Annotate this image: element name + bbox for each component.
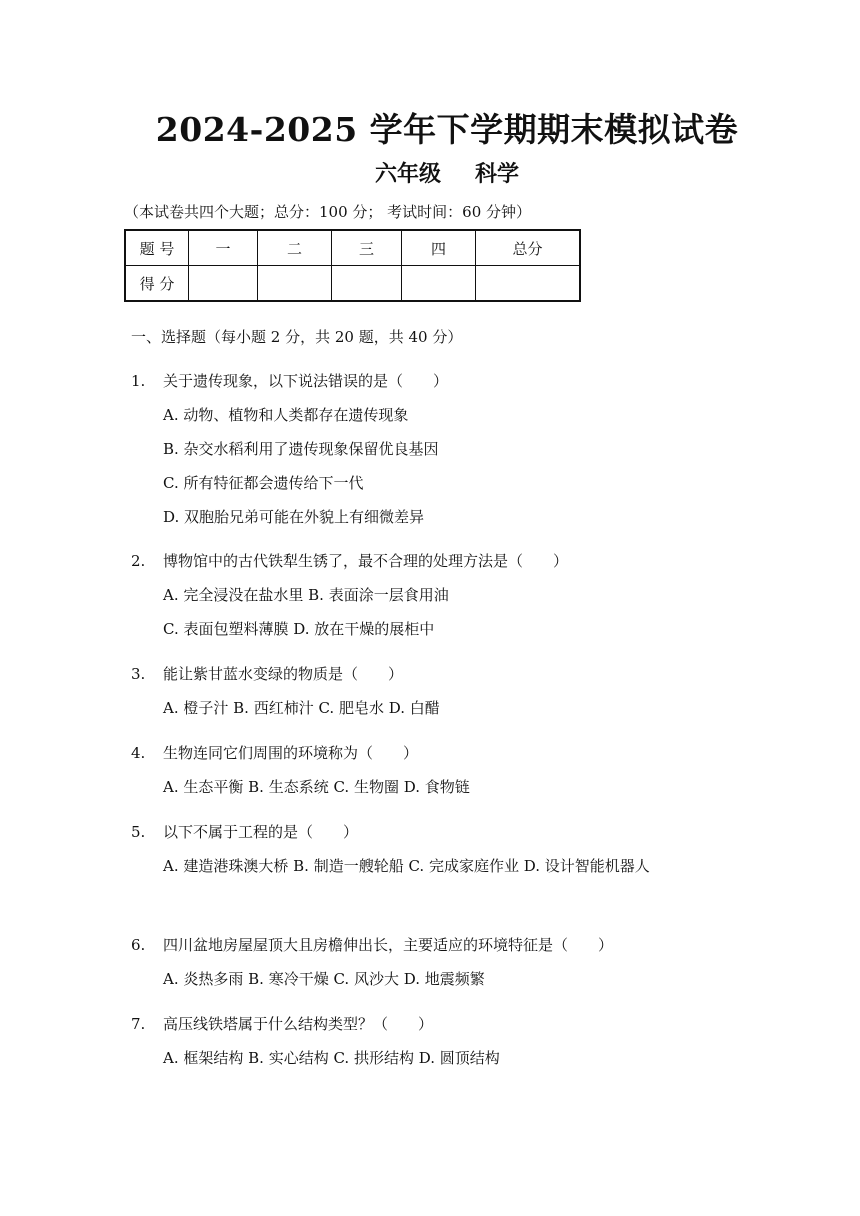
score-table-cell: 二 xyxy=(258,230,332,266)
option: A. 炎热多雨 B. 寒冷干燥 C. 风沙大 D. 地震频繁 xyxy=(163,970,485,988)
score-input-cell[interactable] xyxy=(402,266,476,302)
score-table xyxy=(124,229,581,302)
option: B. 杂交水稻利用了遗传现象保留优良基因 xyxy=(163,440,439,458)
question-stem: 关于遗传现象，以下说法错误的是（ ） xyxy=(163,372,449,390)
question-number: 7. xyxy=(131,1015,146,1033)
question-stem: 能让紫甘蓝水变绿的物质是（ ） xyxy=(163,665,404,683)
question-number: 3. xyxy=(131,665,146,683)
option: A. 动物、植物和人类都存在遗传现象 xyxy=(163,406,409,424)
score-input-cell[interactable] xyxy=(258,266,332,302)
question-stem: 以下不属于工程的是（ ） xyxy=(163,823,359,841)
score-table-cell: 题 号 xyxy=(125,230,189,266)
option: A. 生态平衡 B. 生态系统 C. 生物圈 D. 食物链 xyxy=(163,778,470,796)
option: C. 所有特征都会遗传给下一代 xyxy=(163,474,364,492)
score-table-cell: 得 分 xyxy=(125,266,189,302)
section-title: 一、选择题（每小题 2 分，共 20 题，共 40 分） xyxy=(131,328,463,346)
score-input-cell[interactable] xyxy=(332,266,402,302)
question-5 xyxy=(131,822,731,882)
option: A. 框架结构 B. 实心结构 C. 拱形结构 D. 圆顶结构 xyxy=(163,1049,500,1067)
question-4 xyxy=(131,743,731,797)
option: D. 双胞胎兄弟可能在外貌上有细微差异 xyxy=(163,508,425,526)
subtitle xyxy=(0,157,860,188)
question-stem: 博物馆中的古代铁犁生锈了，最不合理的处理方法是（ ） xyxy=(163,552,569,570)
grade-label: 六年级 xyxy=(374,161,441,187)
question-7 xyxy=(131,1014,731,1068)
option: C. 表面包塑料薄膜 D. 放在干燥的展柜中 xyxy=(163,620,435,638)
question-2 xyxy=(131,551,731,639)
question-number: 4. xyxy=(131,744,146,762)
score-table-header-row xyxy=(125,230,580,266)
score-input-cell[interactable] xyxy=(189,266,258,302)
score-table-score-row xyxy=(125,266,580,302)
question-1 xyxy=(131,371,731,527)
score-table-cell: 总分 xyxy=(476,230,581,266)
question-number: 1. xyxy=(131,372,146,390)
score-table-cell: 三 xyxy=(332,230,402,266)
question-6 xyxy=(131,935,731,989)
exam-info: （本试卷共四个大题；总分：100 分； 考试时间：60 分钟） xyxy=(124,203,532,221)
question-stem: 四川盆地房屋屋顶大且房檐伸出长，主要适应的环境特征是（ ） xyxy=(163,936,614,954)
question-stem: 生物连同它们周围的环境称为（ ） xyxy=(163,744,419,762)
question-number: 5. xyxy=(131,823,146,841)
page-title: 2024-2025 学年下学期期末模拟试卷 xyxy=(155,110,739,149)
score-table-cell: 四 xyxy=(402,230,476,266)
option: A. 橙子汁 B. 西红柿汁 C. 肥皂水 D. 白醋 xyxy=(163,699,440,717)
question-number: 6. xyxy=(131,936,146,954)
option: A. 完全浸没在盐水里 B. 表面涂一层食用油 xyxy=(163,586,449,604)
option: A. 建造港珠澳大桥 B. 制造一艘轮船 C. 完成家庭作业 D. 设计智能机器人 xyxy=(163,857,650,875)
question-stem: 高压线铁塔属于什么结构类型？（ ） xyxy=(163,1015,434,1033)
subject-label: 科学 xyxy=(475,161,520,187)
score-table-cell: 一 xyxy=(189,230,258,266)
question-number: 2. xyxy=(131,552,146,570)
question-3 xyxy=(131,664,731,718)
score-input-cell[interactable] xyxy=(476,266,581,302)
